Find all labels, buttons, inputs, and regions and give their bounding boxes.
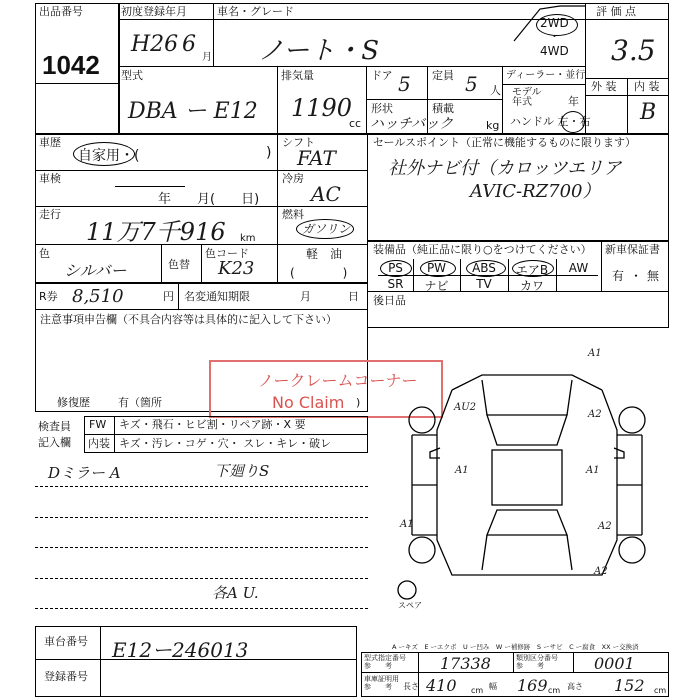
- mileage-value: 11万7千916: [86, 218, 226, 246]
- reg-label: 登録番号: [44, 670, 88, 683]
- displacement-value: 1190: [291, 94, 353, 122]
- inspector-label-2: 記入欄: [38, 436, 71, 449]
- chassis-value: E12ー246013: [112, 638, 249, 662]
- model-year-label: モデル 年式: [512, 87, 542, 108]
- fw-label: FW: [89, 418, 107, 431]
- class-label: 類別区分番号 参 考: [516, 654, 558, 670]
- drive-dot: ・: [549, 30, 560, 43]
- doors-label: ドア: [371, 69, 393, 82]
- cert-label: 車庫証明用 参 考: [364, 675, 399, 691]
- warranty-no: 無: [647, 269, 660, 283]
- fuel-value: ガソリン: [302, 222, 351, 236]
- history-close: ): [266, 145, 272, 161]
- equipment-label: 装備品（純正品に限り○をつけてください）: [373, 243, 592, 256]
- capacity-value: 5: [465, 72, 478, 96]
- inspector-note-2: 下廻りS: [214, 462, 270, 480]
- type-number-value: 17338: [440, 654, 491, 673]
- drive-2wd: 2WD: [540, 16, 569, 30]
- diagram-label-a1-left: A1: [400, 519, 414, 530]
- fw-text: キズ・飛石・ヒビ割・リペア跡・X 要: [119, 418, 306, 431]
- type-value: DBA ー E12: [128, 99, 258, 124]
- int-text: キズ・汚レ・コゲ・穴・ スレ・キレ・破レ: [119, 437, 332, 450]
- history-value: 自家用・(: [78, 148, 140, 164]
- repair-value: 有（箇所: [118, 396, 162, 409]
- capacity-label: 定員: [432, 69, 454, 82]
- lot-label: 出品番号: [39, 5, 83, 18]
- length-value: 410: [426, 676, 457, 695]
- recycle-yen: 円: [163, 290, 174, 303]
- rear-seat-label: 後日品: [373, 294, 406, 307]
- diagram-label-a2-right: A2: [588, 409, 602, 420]
- new-warranty-label: 新車保証書: [605, 243, 660, 256]
- color-change-label: 色替: [168, 258, 190, 271]
- spec-left-box: [35, 66, 120, 134]
- no-claim-line1: ノークレームコーナー: [258, 371, 418, 390]
- name-grade-label: 車名・グレード: [217, 5, 294, 18]
- name-change-day: 日: [348, 290, 359, 303]
- name-change-month: 月: [300, 290, 311, 303]
- name-change-label: 名変通知期限: [184, 290, 250, 303]
- length-label: 長さ: [403, 682, 419, 691]
- type-number-label: 型式指定番号 参 考: [364, 654, 406, 670]
- width-label: 幅: [489, 682, 497, 691]
- equip-ps: PS: [388, 261, 403, 275]
- diagram-label-a1-mid: A1: [455, 465, 469, 476]
- doors-value: 5: [398, 72, 411, 96]
- first-reg-label: 初度登録年月: [121, 5, 187, 18]
- ac-value: AC: [311, 182, 341, 206]
- shift-label: シフト: [282, 136, 315, 149]
- chassis-label: 車台番号: [44, 635, 88, 648]
- car-diagram: [392, 340, 662, 610]
- equip-pw: PW: [426, 261, 447, 275]
- fuel-diesel: 軽 油: [306, 247, 343, 261]
- color-label: 色: [39, 247, 50, 260]
- repair-label: 修復歴: [57, 396, 90, 409]
- lot-number: 1042: [42, 50, 100, 80]
- width-value: 169: [517, 676, 548, 695]
- drive-bracket-icon: [510, 3, 590, 43]
- km-unit: km: [240, 233, 256, 244]
- height-label: 高さ: [567, 682, 583, 691]
- sales-line2: AVIC-RZ700）: [470, 181, 601, 202]
- shape-label: 形状: [371, 102, 393, 115]
- grade-label: 評 価 点: [596, 5, 636, 18]
- recycle-value: 8,510: [72, 286, 124, 307]
- diagram-label-a2-bottom: A2: [594, 566, 608, 577]
- history-label: 車歴: [39, 136, 61, 149]
- mileage-label: 走行: [39, 208, 61, 221]
- width-unit: cm: [548, 686, 561, 695]
- sales-label: セールスポイント（正常に機能するものに限ります）: [373, 136, 637, 149]
- first-reg-month: 6: [182, 32, 196, 57]
- inspection-template: 年 月( 日): [158, 192, 260, 207]
- repair-close: ): [356, 396, 361, 409]
- year-unit: 年: [568, 95, 579, 108]
- recycle-label: R券: [39, 290, 58, 303]
- shift-value: FAT: [297, 146, 336, 170]
- fuel-label: 燃料: [282, 208, 304, 221]
- height-value: 152: [614, 676, 645, 695]
- equip-navi: ナビ: [424, 279, 449, 293]
- inspector-note-3: 各A U.: [212, 584, 259, 602]
- type-label: 型式: [121, 69, 143, 82]
- color-code-value: K23: [218, 258, 255, 279]
- load-label: 積載: [432, 102, 454, 115]
- interior-grade: B: [640, 100, 657, 125]
- equip-tv: TV: [476, 277, 492, 291]
- notes-label: 注意事項申告欄（不具合内容等は具体的に記入して下さい）: [40, 313, 337, 326]
- spare-label: スペア: [398, 601, 422, 610]
- first-reg-month-unit: 月: [202, 52, 212, 63]
- length-unit: cm: [471, 686, 484, 695]
- equip-abs: ABS: [472, 261, 496, 275]
- equip-aw: AW: [568, 261, 589, 275]
- first-reg-era-year: H26: [131, 32, 179, 57]
- person-unit: 人: [490, 84, 501, 97]
- no-claim-line2: No Claim: [272, 393, 345, 412]
- name-grade-value: ノート・S: [258, 36, 380, 66]
- displacement-label: 排気量: [281, 69, 314, 82]
- int-label: 内装: [88, 437, 110, 450]
- dealer-label: ディーラー・並行: [506, 70, 586, 81]
- inspector-note-1: Dミラー A: [48, 464, 121, 482]
- interior-label: 内 装: [634, 80, 660, 93]
- ac-label: 冷房: [282, 172, 304, 185]
- equip-kawa: カワ: [519, 279, 544, 293]
- diagram-label-a1-right: A1: [586, 465, 600, 476]
- diagram-label-au2: AU2: [454, 402, 477, 413]
- shape-value: ハッチバック: [370, 116, 454, 132]
- exterior-label: 外 装: [591, 80, 617, 93]
- sales-line1: 社外ナビ付（カロッツエリア: [388, 158, 622, 179]
- diagram-label-a1-top: A1: [588, 348, 602, 359]
- inspector-label-1: 検査員: [38, 420, 71, 433]
- kg-unit: kg: [486, 119, 500, 132]
- drive-4wd: 4WD: [540, 44, 569, 58]
- warranty-yes: 有: [612, 269, 625, 283]
- class-value: 0001: [594, 654, 635, 673]
- diagram-legend: A ーキズ E ーエクボ U ー凹み W ー補修跡 S ーサビ C ー腐食 XX ー交換済: [392, 643, 639, 651]
- inspection-label: 車検: [39, 172, 61, 185]
- fuel-other: ( ): [290, 266, 348, 280]
- rear-box: [367, 291, 669, 328]
- warranty-dot: ・: [630, 269, 643, 283]
- diagram-label-a2-right-lower: A2: [598, 521, 612, 532]
- color-value: シルバー: [64, 261, 127, 280]
- color-code-label: 色コード: [205, 247, 249, 260]
- grade-value: 3.5: [611, 34, 656, 67]
- handle-selected-circle: [561, 111, 585, 133]
- equip-sr: SR: [387, 277, 404, 291]
- cc-unit: cc: [349, 117, 362, 130]
- equip-airbag: エアB: [515, 263, 549, 277]
- height-unit: cm: [654, 686, 667, 695]
- handle-label: ハンドル 左・右: [510, 115, 591, 128]
